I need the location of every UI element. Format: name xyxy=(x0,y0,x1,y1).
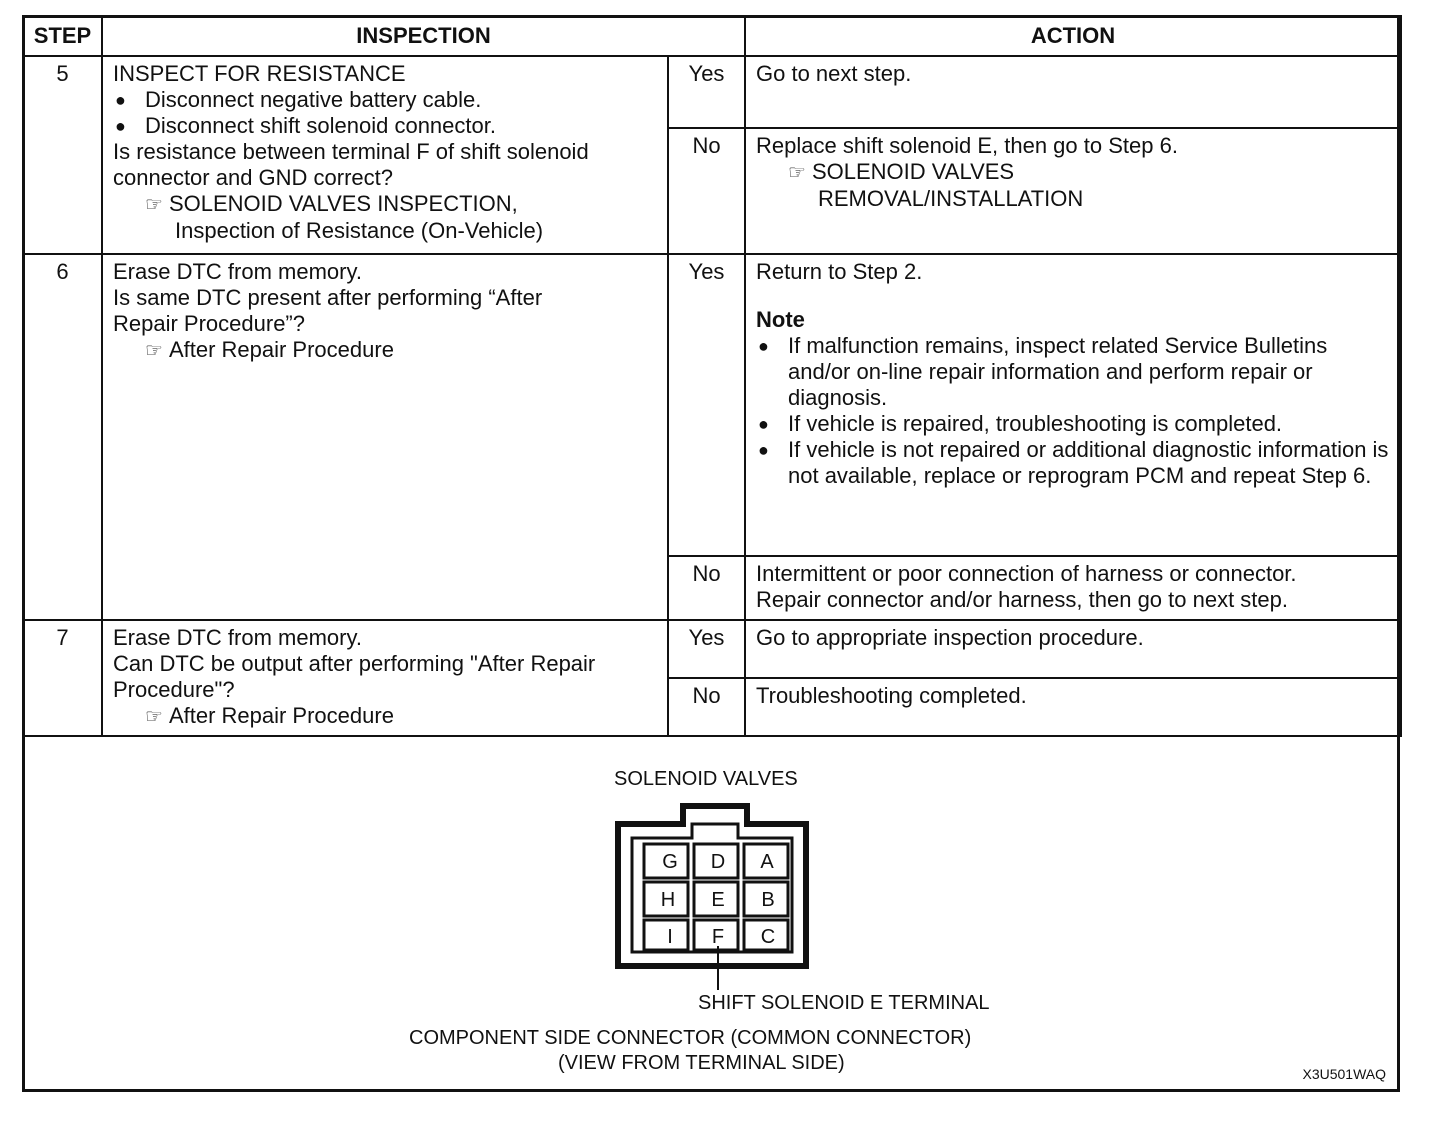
note-title: Note xyxy=(756,307,805,332)
inspection-line: Is same DTC present after performing “After xyxy=(113,285,543,310)
list-item: ● Disconnect shift solenoid connector. xyxy=(113,113,657,139)
reference-text: SOLENOID VALVES xyxy=(811,159,1015,184)
list-item: ● Disconnect negative battery cable. xyxy=(113,87,657,113)
callout-label: SHIFT SOLENOID E TERMINAL xyxy=(698,992,990,1014)
pin-label: C xyxy=(760,926,776,948)
reference-text: After Repair Procedure xyxy=(168,337,394,362)
inspection-line: Repair Procedure”? xyxy=(113,311,305,336)
header-inspection: INSPECTION xyxy=(102,16,745,56)
header-step: STEP xyxy=(23,16,102,56)
yes-label: Yes xyxy=(668,620,745,678)
inspection-cell xyxy=(102,620,668,736)
pin-label: E xyxy=(711,889,725,911)
inspection-line: Procedure"? xyxy=(113,677,235,702)
pin-label: G xyxy=(662,851,678,873)
inspection-line: Erase DTC from memory. xyxy=(113,625,362,650)
pin-label: D xyxy=(710,851,726,873)
no-action: Intermittent or poor connection of harness or connector. xyxy=(756,561,1297,586)
reference-text: Inspection of Resistance (On-Vehicle) xyxy=(175,218,544,243)
figure-code: X3U501WAQ xyxy=(1302,1066,1386,1082)
no-label: No xyxy=(668,128,745,254)
reference-text: REMOVAL/INSTALLATION xyxy=(818,186,1084,211)
inspection-line: Can DTC be output after performing "After Repair xyxy=(113,651,596,676)
reference-text: SOLENOID VALVES INSPECTION, xyxy=(168,191,518,216)
step-number: 7 xyxy=(23,620,102,736)
list-item: ● If vehicle is repaired, troubleshooting is completed. xyxy=(756,411,1390,437)
list-item: ● If malfunction remains, inspect related Service Bulletins and/or on-line repair information and perform repair or diagnosis. xyxy=(756,333,1390,411)
yes-action-cell xyxy=(745,254,1401,556)
pointing-hand-icon: ☞ xyxy=(145,706,163,728)
inspection-bullets xyxy=(113,87,657,139)
pin-cell xyxy=(644,920,688,950)
no-action: Troubleshooting completed. xyxy=(745,678,1401,736)
no-action-cell xyxy=(745,128,1401,254)
list-item: ● If vehicle is not repaired or additional diagnostic information is not available, replace or reprogram PCM and repeat Step 6. xyxy=(756,437,1390,489)
inspection-title: INSPECT FOR RESISTANCE xyxy=(113,61,406,86)
no-label: No xyxy=(668,556,745,620)
reference-text: After Repair Procedure xyxy=(168,703,394,728)
table-row xyxy=(23,620,1401,678)
reference-link xyxy=(113,337,657,364)
inspection-cell xyxy=(102,56,668,254)
connector-figure xyxy=(22,740,1400,1092)
inspection-question: connector and GND correct? xyxy=(113,165,394,190)
pin-label: F xyxy=(711,926,725,948)
inspection-line: Erase DTC from memory. xyxy=(113,259,362,284)
troubleshooting-table xyxy=(22,15,1402,737)
pointing-hand-icon: ☞ xyxy=(788,162,806,184)
table-row xyxy=(23,56,1401,128)
yes-label: Yes xyxy=(668,254,745,556)
yes-action: Go to next step. xyxy=(745,56,1401,128)
pointing-hand-icon: ☞ xyxy=(145,194,163,216)
no-action: Replace shift solenoid E, then go to Step 6. xyxy=(756,133,1178,158)
yes-action: Go to appropriate inspection procedure. xyxy=(745,620,1401,678)
header-row xyxy=(23,16,1401,56)
no-action: Repair connector and/or harness, then go to next step. xyxy=(756,587,1288,612)
yes-action: Return to Step 2. xyxy=(756,259,923,284)
reference-link xyxy=(113,703,657,730)
reference-link xyxy=(113,191,657,218)
figure-title: SOLENOID VALVES xyxy=(614,768,798,790)
inspection-question: Is resistance between terminal F of shift solenoid xyxy=(113,139,589,164)
step-number: 6 xyxy=(23,254,102,620)
inspection-cell xyxy=(102,254,668,620)
pin-label: B xyxy=(761,889,775,911)
yes-label: Yes xyxy=(668,56,745,128)
figure-caption: (VIEW FROM TERMINAL SIDE) xyxy=(558,1052,845,1074)
pin-label: A xyxy=(760,851,774,873)
pin-label: I xyxy=(667,926,673,948)
header-action: ACTION xyxy=(745,16,1401,56)
pin-label: H xyxy=(660,889,676,911)
table-row xyxy=(23,254,1401,556)
no-action-cell xyxy=(745,556,1401,620)
no-label: No xyxy=(668,678,745,736)
figure-caption: COMPONENT SIDE CONNECTOR (COMMON CONNECTOR) xyxy=(409,1027,972,1049)
step-number: 5 xyxy=(23,56,102,254)
pointing-hand-icon: ☞ xyxy=(145,340,163,362)
reference-link xyxy=(756,159,1390,186)
note-bullets xyxy=(756,333,1390,489)
